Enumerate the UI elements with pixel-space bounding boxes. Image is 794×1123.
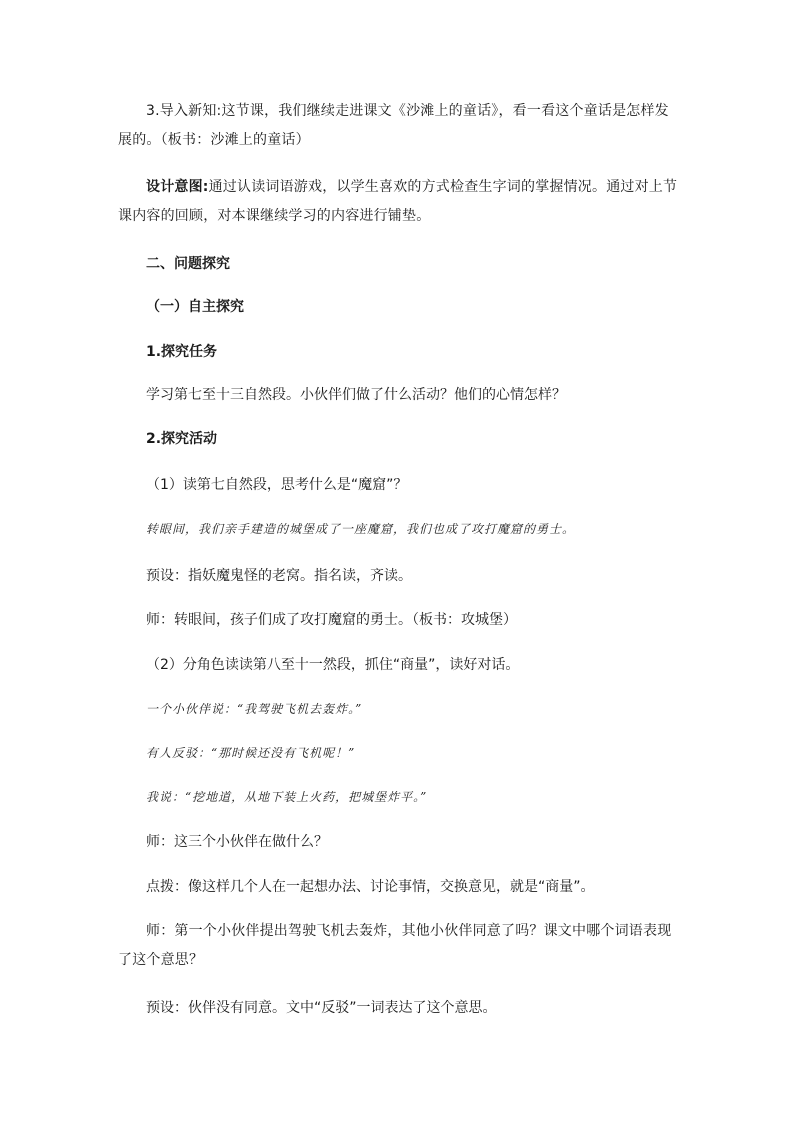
design-intent-text: 通过认读词语游戏，以学生喜欢的方式检查生字词的掌握情况。通过对上节课内容的回顾，对本课继续学习的内容进行铺垫。	[118, 179, 678, 224]
task-text: 学习第七至十三自然段。小伙伴们做了什么活动？他们的心情怎样？	[146, 387, 566, 403]
design-intent-paragraph	[118, 173, 680, 231]
subsection-heading: （一）自主探究	[146, 299, 244, 315]
section-heading: 二、问题探究	[146, 256, 230, 272]
activity-1: （1）读第七自然段，思考什么是“魔窟”？	[146, 477, 408, 493]
teacher-line-2: 师：这三个小伙伴在做什么？	[146, 834, 328, 850]
guide-line: 点拨：像这样几个人在一起想办法、讨论事情，交换意见，就是“商量”。	[146, 879, 595, 895]
intro-text: 这节课，我们继续走进课文《沙滩上的童话》，看一看这个童话是怎样发展的。（板书：沙滩上的童话）	[118, 103, 669, 148]
quote-3: 有人反驳：“那时候还没有飞机呢！”	[146, 746, 356, 760]
intro-label: 3.导入新知:	[146, 103, 222, 119]
quote-2: 一个小伙伴说：“我驾驶飞机去轰炸。”	[146, 702, 363, 716]
quote-4: 我说：“挖地道，从地下装上火药，把城堡炸平。”	[146, 790, 428, 804]
activity-heading: 2.探究活动	[146, 431, 218, 447]
design-intent-label: 设计意图:	[146, 179, 209, 195]
preset-2: 预设：伙伴没有同意。文中“反驳”一词表达了这个意思。	[146, 1000, 497, 1016]
intro-paragraph	[118, 97, 680, 155]
activity-2: （2）分角色读读第八至十一然段，抓住“商量”，读好对话。	[146, 657, 520, 673]
teacher-line-1: 师：转眼间，孩子们成了攻打魔窟的勇士。（板书：攻城堡）	[146, 612, 517, 628]
quote-1: 转眼间，我们亲手建造的城堡成了一座魔窟，我们也成了攻打魔窟的勇士。	[146, 522, 576, 536]
teacher-line-3: 师：第一个小伙伴提出驾驶飞机去轰炸，其他小伙伴同意了吗？课文中哪个词语表现了这个意思？	[118, 923, 672, 968]
task-heading: 1.探究任务	[146, 344, 218, 360]
preset-1: 预设：指妖魔鬼怪的老窝。指名读，齐读。	[146, 568, 412, 584]
